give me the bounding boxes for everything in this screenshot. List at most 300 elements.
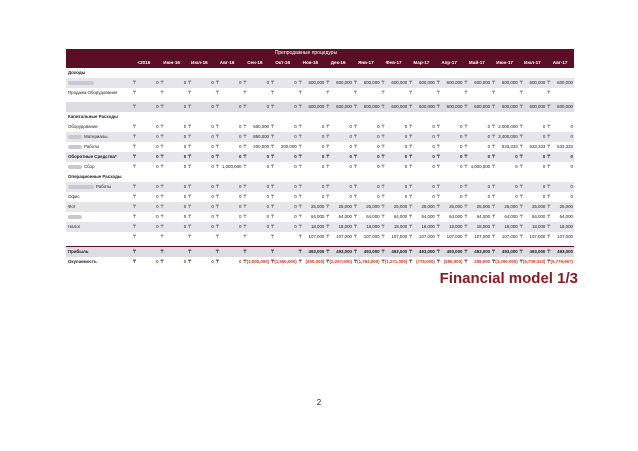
cell-value: 0 <box>432 164 435 169</box>
currency-symbol: ₸ <box>381 134 385 139</box>
table-cell <box>519 102 547 112</box>
currency-symbol: ₸ <box>243 144 247 149</box>
table-cell <box>464 122 492 132</box>
currency-symbol: ₸ <box>326 194 330 199</box>
currency-symbol: ₸ <box>243 224 247 229</box>
table-cell <box>546 132 574 142</box>
table-cell <box>353 102 381 112</box>
table-cell <box>353 162 381 172</box>
currency-symbol: ₸ <box>298 214 302 219</box>
table-cell <box>436 257 464 267</box>
currency-symbol: ₸ <box>326 164 330 169</box>
cell-value: 0 <box>487 144 491 149</box>
cell-value: (1,764,000) <box>357 259 380 264</box>
row-label-text: Окупаемость <box>68 259 97 264</box>
currency-symbol: ₸ <box>409 124 413 129</box>
table-cell <box>353 247 381 257</box>
cell-value: 0 <box>211 224 214 229</box>
cell-value: 0 <box>487 134 491 139</box>
cell-value: 107,000 <box>336 234 352 239</box>
currency-symbol: ₸ <box>271 154 274 159</box>
table-cell <box>243 232 271 242</box>
cell-value: 0 <box>211 144 214 149</box>
table-cell <box>491 247 519 257</box>
table-cell <box>353 88 381 98</box>
table-cell <box>464 202 492 212</box>
currency-symbol: ₸ <box>409 104 413 109</box>
currency-symbol: ₸ <box>160 134 164 139</box>
currency-symbol: ₸ <box>160 104 164 109</box>
table-cell <box>546 78 574 88</box>
cell-value: 0 <box>183 194 187 199</box>
cell-value: 200,000 <box>280 144 297 149</box>
cell-value: 0 <box>542 154 546 159</box>
table-cell <box>215 247 243 257</box>
currency-symbol: ₸ <box>519 224 523 229</box>
redacted-text <box>68 185 94 189</box>
currency-symbol: ₸ <box>354 224 357 229</box>
cell-value: 0 <box>294 224 297 229</box>
table-cell <box>270 212 298 222</box>
currency-symbol: ₸ <box>188 80 192 85</box>
currency-symbol: ₸ <box>271 214 274 219</box>
table-cell <box>491 192 519 202</box>
currency-symbol: ₸ <box>492 234 495 239</box>
currency-symbol: ₸ <box>409 144 413 149</box>
currency-symbol: ₸ <box>547 80 551 85</box>
table-row <box>66 122 574 132</box>
table-cell <box>270 192 298 202</box>
cell-value: 0 <box>404 194 408 199</box>
cell-value: 0 <box>377 194 380 199</box>
cell-value: 533,333 <box>557 144 573 149</box>
currency-symbol: ₸ <box>298 249 302 254</box>
currency-symbol: ₸ <box>354 144 357 149</box>
currency-symbol: ₸ <box>160 184 164 189</box>
table-cell <box>187 162 215 172</box>
row-label <box>66 152 132 162</box>
cell-value: (1,550,000) <box>274 259 297 264</box>
currency-symbol: ₸ <box>519 80 523 85</box>
currency-symbol: ₸ <box>547 194 551 199</box>
cell-value: 25,000 <box>338 204 352 209</box>
currency-symbol: ₸ <box>547 259 551 264</box>
currency-symbol: ₸ <box>547 134 551 139</box>
currency-symbol: ₸ <box>492 259 495 264</box>
cell-value: 0 <box>239 214 242 219</box>
financial-table <box>66 49 574 267</box>
table-cell <box>270 232 298 242</box>
table-cell <box>353 212 381 222</box>
cell-value: 0 <box>349 154 352 159</box>
cell-value: 64,000 <box>421 214 435 219</box>
column-header: Июн-16 <box>163 60 180 65</box>
table-cell <box>491 78 519 88</box>
currency-symbol: ₸ <box>133 80 136 85</box>
currency-symbol: ₸ <box>188 124 192 129</box>
table-cell <box>408 152 436 162</box>
currency-symbol: ₸ <box>409 204 413 209</box>
currency-symbol: ₸ <box>326 124 330 129</box>
currency-symbol: ₸ <box>133 234 136 239</box>
currency-symbol: ₸ <box>381 144 385 149</box>
table-cell <box>298 132 326 142</box>
table-cell <box>325 132 353 142</box>
cell-value: 18,000 <box>476 224 491 229</box>
row-label <box>66 202 132 212</box>
table-cell <box>381 192 409 202</box>
cell-value: 0 <box>239 144 242 149</box>
table-cell <box>160 257 188 267</box>
currency-symbol: ₸ <box>354 234 357 239</box>
table-cell <box>160 222 188 232</box>
cell-value: 0 <box>156 224 159 229</box>
currency-symbol: ₸ <box>436 124 440 129</box>
currency-symbol: ₸ <box>133 154 136 159</box>
currency-symbol: ₸ <box>243 164 247 169</box>
cell-value: 0 <box>183 154 187 159</box>
cell-value: 18,000 <box>559 224 573 229</box>
table-row <box>66 182 574 192</box>
table-cell <box>491 132 519 142</box>
cell-value: (285,000) <box>443 259 463 264</box>
table-cell <box>491 102 519 112</box>
currency-symbol: ₸ <box>298 204 302 209</box>
table-cell <box>160 202 188 212</box>
section-label: Капитальные Расходы <box>68 114 118 119</box>
cell-value: 0 <box>321 164 325 169</box>
currency-symbol: ₸ <box>436 144 440 149</box>
table-cell <box>546 247 574 257</box>
table-cell <box>215 202 243 212</box>
cell-value: 850,000 <box>253 134 270 139</box>
cell-value: (1,271,000) <box>384 259 408 264</box>
currency-symbol: ₸ <box>547 124 551 129</box>
currency-symbol: ₸ <box>381 124 385 129</box>
table-cell <box>132 192 160 202</box>
table-row <box>66 232 574 242</box>
section-label: Операционные Расходы <box>68 174 122 179</box>
currency-symbol: ₸ <box>547 234 551 239</box>
table-cell <box>160 152 188 162</box>
cell-value: 18,000 <box>504 224 518 229</box>
table-column-header <box>66 58 574 68</box>
table-cell <box>408 78 436 88</box>
cell-value: 0 <box>266 104 270 109</box>
cell-value: 0 <box>183 204 187 209</box>
cell-value: 64,000 <box>504 214 518 219</box>
cell-value: 0 <box>542 164 546 169</box>
currency-symbol: ₸ <box>188 134 192 139</box>
cell-value: 0 <box>432 134 435 139</box>
currency-symbol: ₸ <box>133 224 136 229</box>
currency-symbol: ₸ <box>271 134 274 139</box>
currency-symbol: ₸ <box>243 104 247 109</box>
currency-symbol: ₸ <box>547 144 551 149</box>
cell-value: 0 <box>404 124 408 129</box>
row-label <box>66 132 132 142</box>
row-label <box>66 222 132 232</box>
currency-symbol: ₸ <box>160 234 164 239</box>
currency-symbol: ₸ <box>354 124 357 129</box>
row-label <box>66 122 132 132</box>
table-cell <box>381 132 409 142</box>
cell-value: 0 <box>404 134 408 139</box>
table-cell <box>464 182 492 192</box>
table-cell <box>270 78 298 88</box>
currency-symbol: ₸ <box>409 194 413 199</box>
cell-value: 0 <box>156 204 159 209</box>
currency-symbol: ₸ <box>243 194 247 199</box>
cell-value: 0 <box>183 184 187 189</box>
table-cell <box>519 152 547 162</box>
currency-symbol: ₸ <box>298 104 302 109</box>
table-cell <box>215 142 243 152</box>
cell-value: 0 <box>570 194 573 199</box>
cell-value: 0 <box>183 214 187 219</box>
table-cell <box>491 212 519 222</box>
cell-value: 0 <box>321 124 325 129</box>
currency-symbol: ₸ <box>215 104 219 109</box>
row-label <box>66 212 132 222</box>
currency-symbol: ₸ <box>133 90 136 95</box>
table-cell <box>408 102 436 112</box>
table-cell <box>298 162 326 172</box>
currency-symbol: ₸ <box>547 224 551 229</box>
cell-value: 0 <box>239 224 242 229</box>
table-cell <box>381 142 409 152</box>
currency-symbol: ₸ <box>271 259 274 264</box>
currency-symbol: ₸ <box>215 204 219 209</box>
cell-value: 0 <box>404 144 408 149</box>
table-cell <box>160 247 188 257</box>
table-cell <box>187 232 215 242</box>
table-row <box>66 212 574 222</box>
table-cell <box>464 142 492 152</box>
cell-value: 0 <box>183 104 187 109</box>
table-cell <box>215 192 243 202</box>
table-cell <box>160 122 188 132</box>
row-label <box>66 78 132 88</box>
currency-symbol: ₸ <box>326 144 330 149</box>
cell-value: 0 <box>211 259 214 264</box>
currency-symbol: ₸ <box>133 204 136 209</box>
currency-symbol: ₸ <box>133 144 136 149</box>
currency-symbol: ₸ <box>464 80 468 85</box>
cell-value: 0 <box>266 194 270 199</box>
currency-symbol: ₸ <box>271 90 274 95</box>
table-cell <box>187 132 215 142</box>
table-row <box>66 222 574 232</box>
table-cell <box>187 212 215 222</box>
currency-symbol: ₸ <box>298 134 302 139</box>
cell-value: 64,000 <box>393 214 408 219</box>
currency-symbol: ₸ <box>215 134 219 139</box>
currency-symbol: ₸ <box>409 164 413 169</box>
cell-value: 64,000 <box>531 214 546 219</box>
table-cell <box>491 232 519 242</box>
row-label-text: Материалы <box>84 134 108 139</box>
currency-symbol: ₸ <box>188 204 192 209</box>
table-cell <box>381 102 409 112</box>
row-label <box>66 257 132 267</box>
row-label-text: Оборотные Средства* <box>68 154 117 159</box>
currency-symbol: ₸ <box>464 104 468 109</box>
table-cell <box>464 88 492 98</box>
table-cell <box>436 88 464 98</box>
table-cell <box>325 88 353 98</box>
redacted-text <box>68 135 82 139</box>
page-number: 2 <box>316 398 322 407</box>
cell-value: 0 <box>542 184 546 189</box>
currency-symbol: ₸ <box>519 124 523 129</box>
table-cell <box>381 257 409 267</box>
column-header: Июл-17 <box>524 60 541 65</box>
table-cell <box>408 247 436 257</box>
currency-symbol: ₸ <box>381 80 385 85</box>
table-cell <box>546 212 574 222</box>
table-cell <box>464 78 492 88</box>
table-cell <box>519 88 547 98</box>
table-cell <box>491 182 519 192</box>
currency-symbol: ₸ <box>381 259 385 264</box>
table-cell <box>546 122 574 132</box>
currency-symbol: ₸ <box>381 184 385 189</box>
currency-symbol: ₸ <box>271 104 274 109</box>
currency-symbol: ₸ <box>464 144 468 149</box>
table-cell <box>215 257 243 267</box>
table-cell <box>298 222 326 232</box>
cell-value: 0 <box>432 194 435 199</box>
cell-value: 0 <box>570 164 573 169</box>
cell-value: 0 <box>211 154 214 159</box>
cell-value: 533,333 <box>529 144 546 149</box>
currency-symbol: ₸ <box>464 204 468 209</box>
currency-symbol: ₸ <box>271 194 274 199</box>
cell-value: 0 <box>487 184 491 189</box>
redacted-text <box>68 81 94 85</box>
column-header: Май-17 <box>468 60 485 65</box>
cell-value: 0 <box>211 164 214 169</box>
table-cell <box>187 102 215 112</box>
table-cell <box>464 232 492 242</box>
table-cell <box>215 102 243 112</box>
table-cell <box>298 192 326 202</box>
cell-value: 600,000 <box>557 104 573 109</box>
table-row <box>66 78 574 88</box>
table-cell <box>187 182 215 192</box>
cell-value: 107,000 <box>557 234 573 239</box>
cell-value: 18,000 <box>531 224 546 229</box>
section-header <box>66 172 574 182</box>
cell-value: 0 <box>294 124 297 129</box>
cell-value: 600,000 <box>474 104 491 109</box>
currency-symbol: ₸ <box>243 90 247 95</box>
table-cell <box>243 202 271 212</box>
cell-value: 25,000 <box>393 204 408 209</box>
table-cell <box>519 202 547 212</box>
cell-value: 600,000 <box>419 80 435 85</box>
currency-symbol: ₸ <box>188 154 192 159</box>
currency-symbol: ₸ <box>436 104 440 109</box>
currency-symbol: ₸ <box>215 214 219 219</box>
cell-value: 600,000 <box>308 80 325 85</box>
currency-symbol: ₸ <box>133 214 136 219</box>
table-cell <box>132 78 160 88</box>
cell-value: 0 <box>404 154 408 159</box>
table-cell <box>546 102 574 112</box>
cell-value: 0 <box>211 184 214 189</box>
table-cell <box>546 202 574 212</box>
cell-value: 600,000 <box>391 80 408 85</box>
table-row <box>66 162 574 172</box>
currency-symbol: ₸ <box>464 164 468 169</box>
currency-symbol: ₸ <box>381 154 385 159</box>
table-cell <box>132 212 160 222</box>
currency-symbol: ₸ <box>436 259 440 264</box>
table-cell <box>298 247 326 257</box>
table-cell <box>243 88 271 98</box>
currency-symbol: ₸ <box>271 224 274 229</box>
currency-symbol: ₸ <box>519 90 523 95</box>
currency-symbol: ₸ <box>381 164 385 169</box>
cell-value: 0 <box>239 154 242 159</box>
currency-symbol: ₸ <box>188 224 192 229</box>
table-cell <box>353 142 381 152</box>
cell-value: 0 <box>294 134 297 139</box>
table-cell <box>436 152 464 162</box>
currency-symbol: ₸ <box>436 184 440 189</box>
row-label-text: Продажа Оборудования <box>68 90 118 95</box>
table-cell <box>491 88 519 98</box>
currency-symbol: ₸ <box>492 249 495 254</box>
cell-value: 0 <box>570 124 573 129</box>
currency-symbol: ₸ <box>271 249 274 254</box>
table-cell <box>408 182 436 192</box>
currency-symbol: ₸ <box>160 214 164 219</box>
redacted-text <box>68 165 82 169</box>
cell-value: 493,000 <box>501 249 518 254</box>
currency-symbol: ₸ <box>188 184 192 189</box>
table-cell <box>325 232 353 242</box>
table-cell <box>325 142 353 152</box>
table-body <box>66 68 574 267</box>
cell-value: 25,000 <box>366 204 380 209</box>
cell-value: 0 <box>570 154 573 159</box>
currency-symbol: ₸ <box>188 259 192 264</box>
cell-value: 107,000 <box>529 234 546 239</box>
currency-symbol: ₸ <box>298 164 302 169</box>
currency-symbol: ₸ <box>519 154 523 159</box>
table-cell <box>353 78 381 88</box>
table-cell <box>491 142 519 152</box>
cell-value: 0 <box>460 144 463 149</box>
table-cell <box>436 102 464 112</box>
currency-symbol: ₸ <box>409 90 413 95</box>
cell-value: 64,000 <box>476 214 491 219</box>
table-cell <box>436 162 464 172</box>
cell-value: 18,000 <box>449 224 463 229</box>
cell-value: 0 <box>294 184 297 189</box>
table-cell <box>160 212 188 222</box>
table-cell <box>243 78 271 88</box>
currency-symbol: ₸ <box>354 214 357 219</box>
table-cell <box>546 162 574 172</box>
cell-value: 0 <box>156 184 159 189</box>
currency-symbol: ₸ <box>436 204 440 209</box>
table-cell <box>243 222 271 232</box>
cell-value: 0 <box>239 194 242 199</box>
